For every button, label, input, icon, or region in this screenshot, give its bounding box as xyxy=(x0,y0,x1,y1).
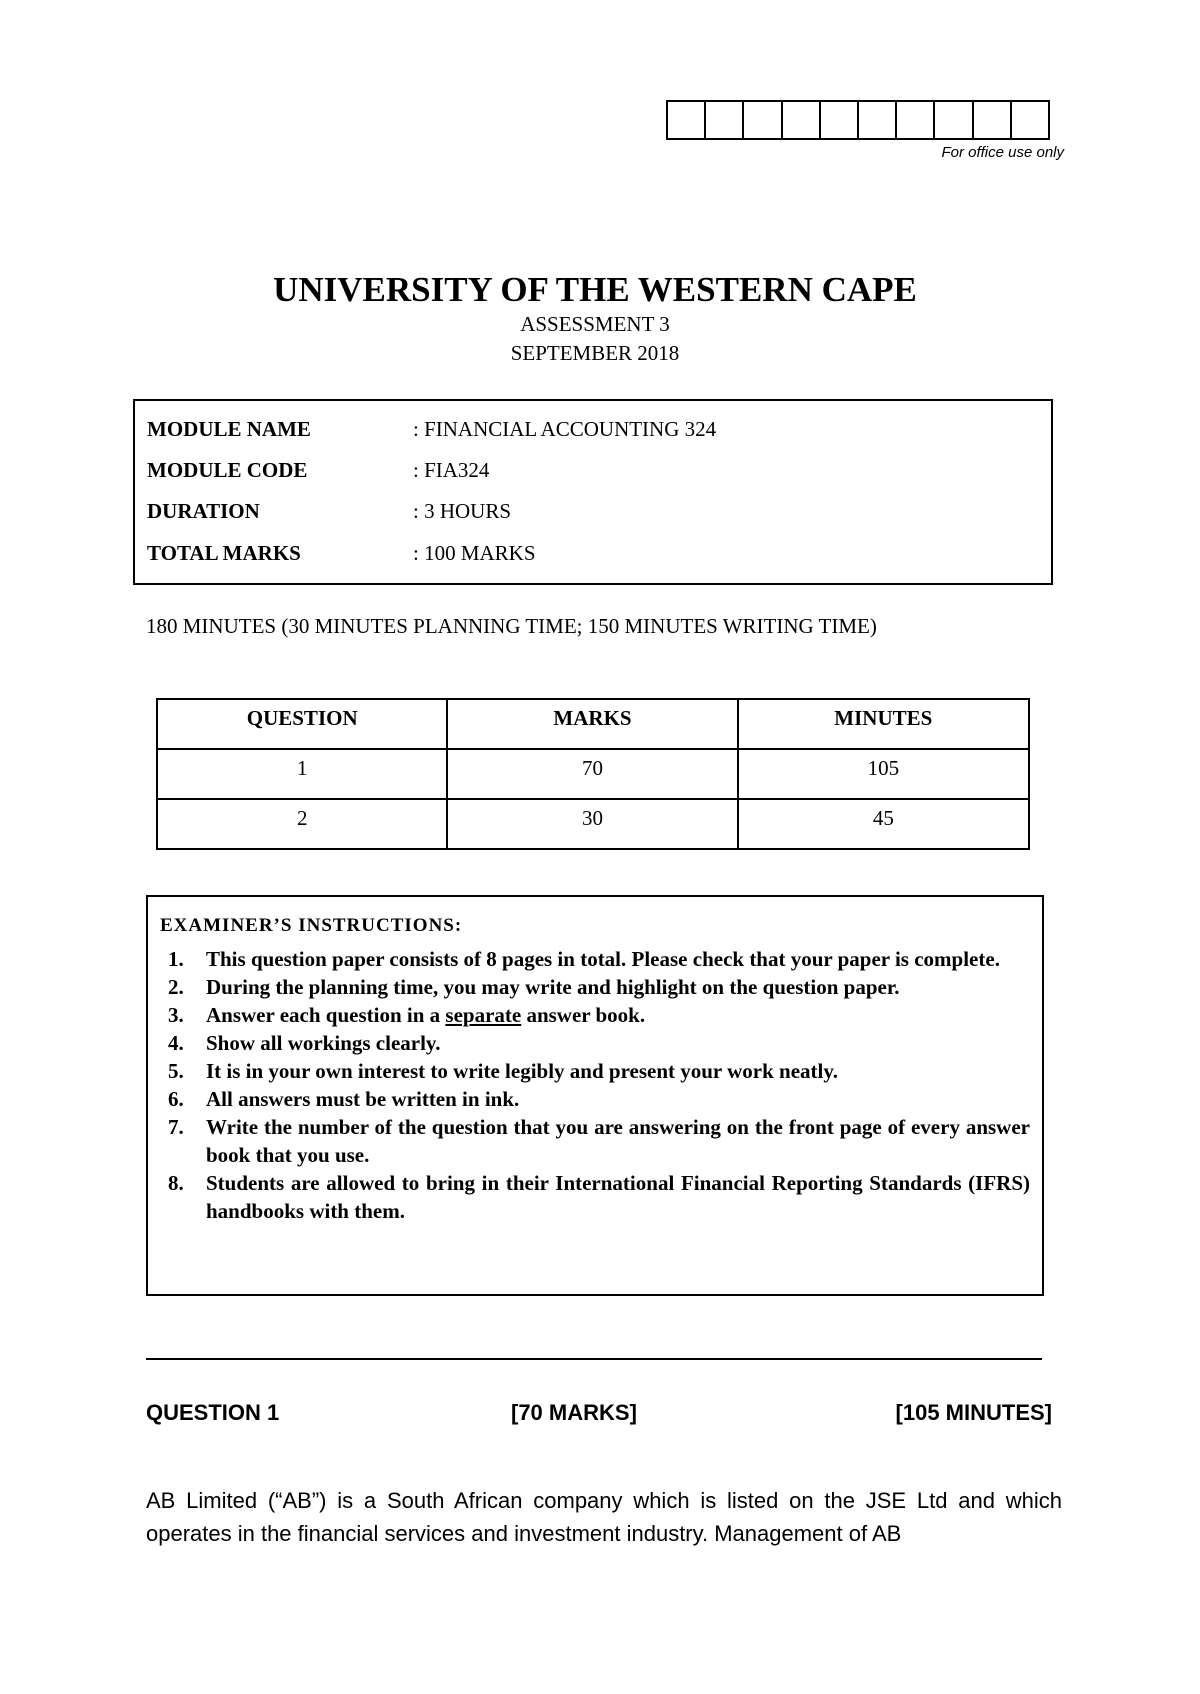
list-item xyxy=(160,1001,1030,1029)
table-cell: 30 xyxy=(447,799,737,849)
total-marks-label: TOTAL MARKS xyxy=(147,541,301,565)
module-info-box xyxy=(133,399,1053,585)
table-header: MINUTES xyxy=(738,699,1029,749)
table-cell: 45 xyxy=(738,799,1029,849)
section-divider xyxy=(146,1358,1042,1360)
office-box-cell xyxy=(744,102,782,138)
instructions-heading: EXAMINER’S INSTRUCTIONS: xyxy=(160,915,463,936)
university-title: UNIVERSITY OF THE WESTERN CAPE xyxy=(273,270,917,309)
office-box-cell xyxy=(935,102,973,138)
table-cell: 105 xyxy=(738,749,1029,799)
question-1-minutes: [105 MINUTES] xyxy=(895,1400,1052,1425)
item-text-post: answer book. xyxy=(521,1003,646,1027)
question-1-heading xyxy=(146,1400,1052,1430)
duration-label: DURATION xyxy=(147,499,260,523)
table-header-row xyxy=(157,699,1029,749)
list-item xyxy=(160,1029,1030,1057)
total-marks-value: : 100 MARKS xyxy=(413,541,536,565)
module-code-value: : FIA324 xyxy=(413,458,490,482)
office-box-cell xyxy=(897,102,935,138)
item-number: 5. xyxy=(168,1059,184,1083)
question-1-marks: [70 MARKS] xyxy=(511,1400,637,1425)
item-number: 1. xyxy=(168,947,184,971)
assessment-label: ASSESSMENT 3 xyxy=(520,312,670,336)
office-box-cell xyxy=(706,102,744,138)
minutes-note: 180 MINUTES (30 MINUTES PLANNING TIME; 150 MINUTES WRITING TIME) xyxy=(146,614,877,638)
office-box-cell xyxy=(821,102,859,138)
office-box-cell xyxy=(668,102,706,138)
list-item xyxy=(160,945,1030,973)
module-name-label: MODULE NAME xyxy=(147,417,311,441)
item-text: Show all workings clearly. xyxy=(206,1031,441,1055)
list-item xyxy=(160,1057,1030,1085)
item-number: 3. xyxy=(168,1003,184,1027)
item-text: Write the number of the question that you are answering on the front page of every answer book that you use. xyxy=(206,1115,1030,1167)
table-cell: 2 xyxy=(157,799,447,849)
office-use-note: For office use only xyxy=(941,144,1064,161)
item-text: This question paper consists of 8 pages in total. Please check that your paper is complete. xyxy=(206,947,1000,971)
table-cell: 70 xyxy=(447,749,737,799)
item-number: 7. xyxy=(168,1115,184,1139)
table-row xyxy=(157,799,1029,849)
module-code-label: MODULE CODE xyxy=(147,458,308,482)
instructions-box xyxy=(146,895,1044,1296)
office-box-cell xyxy=(1012,102,1048,138)
office-use-boxes xyxy=(666,100,1050,140)
question-1-title: QUESTION 1 xyxy=(146,1400,280,1425)
item-number: 2. xyxy=(168,975,184,999)
list-item xyxy=(160,1113,1030,1169)
item-number: 8. xyxy=(168,1171,184,1195)
item-text-pre: Answer each question in a xyxy=(206,1003,446,1027)
item-number: 6. xyxy=(168,1087,184,1111)
table-cell: 1 xyxy=(157,749,447,799)
item-text: It is in your own interest to write legibly and present your work neatly. xyxy=(206,1059,838,1083)
question-1-body: AB Limited (“AB”) is a South African company which is listed on the JSE Ltd and which operates in the financial services and investment industry. Management of AB xyxy=(146,1488,1062,1546)
table-row xyxy=(157,749,1029,799)
list-item xyxy=(160,973,1030,1001)
item-text: All answers must be written in ink. xyxy=(206,1087,520,1111)
duration-value: : 3 HOURS xyxy=(413,499,512,523)
item-number: 4. xyxy=(168,1031,184,1055)
office-box-cell xyxy=(859,102,897,138)
item-text-underlined: separate xyxy=(445,1003,522,1027)
assessment-date: SEPTEMBER 2018 xyxy=(510,341,680,365)
office-box-cell xyxy=(974,102,1012,138)
instructions-list xyxy=(160,945,1030,1225)
office-box-cell xyxy=(783,102,821,138)
table-header: QUESTION xyxy=(157,699,447,749)
list-item xyxy=(160,1085,1030,1113)
item-text: Students are allowed to bring in their International Financial Reporting Standards (IFRS) handbooks with them. xyxy=(206,1171,1030,1223)
list-item xyxy=(160,1169,1030,1225)
table-header: MARKS xyxy=(447,699,737,749)
module-name-value: : FINANCIAL ACCOUNTING 324 xyxy=(413,417,717,441)
question-table xyxy=(156,698,1030,850)
item-text: During the planning time, you may write and highlight on the question paper. xyxy=(206,975,900,999)
